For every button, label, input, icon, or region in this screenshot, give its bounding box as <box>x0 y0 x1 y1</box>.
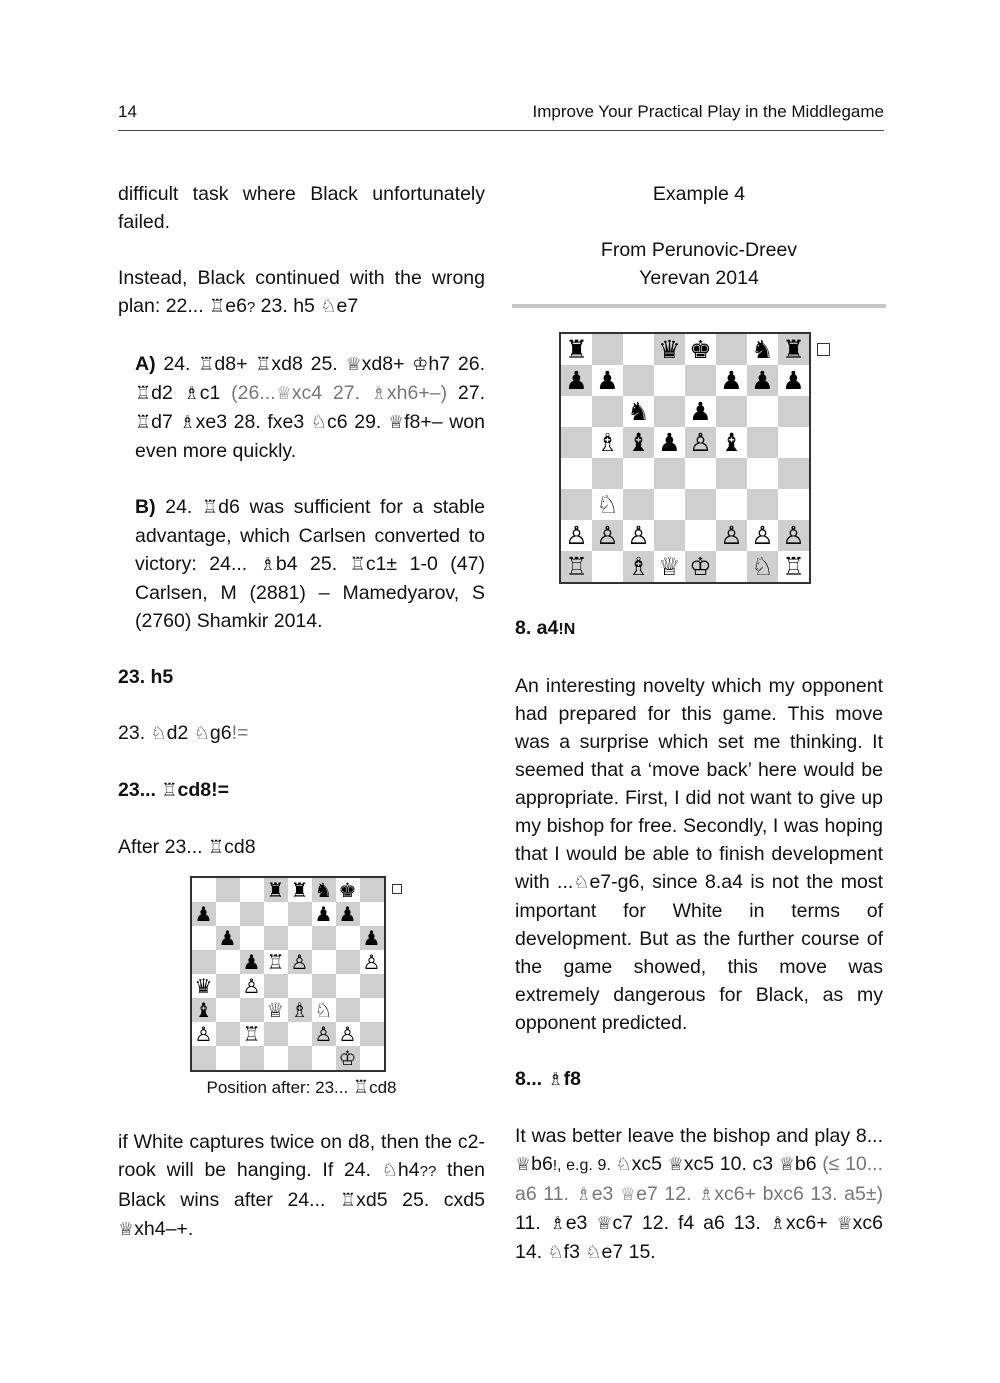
white-pawn-icon: ♙ <box>565 521 588 550</box>
rook-icon: ♖ <box>135 412 152 433</box>
board-square <box>561 427 592 458</box>
paragraph: difficult task where Black unfortunately failed. <box>118 183 485 233</box>
white-rook-icon: ♖ <box>782 552 805 581</box>
board-square <box>654 365 685 396</box>
white-rook-icon: ♖ <box>242 1022 261 1046</box>
black-rook-icon: ♜ <box>782 335 805 364</box>
paragraph: After 23... ♖cd8 <box>118 836 256 858</box>
black-pawn-icon: ♟ <box>720 366 743 395</box>
black-pawn-icon: ♟ <box>314 902 333 926</box>
board-square <box>288 1022 312 1046</box>
page-header <box>118 100 884 131</box>
rook-icon: ♖ <box>135 383 152 404</box>
board-square <box>623 489 654 520</box>
board-square <box>264 926 288 950</box>
board-square <box>288 926 312 950</box>
black-knight-icon: ♞ <box>627 397 650 426</box>
board-square <box>685 365 716 396</box>
black-knight-icon: ♞ <box>751 335 774 364</box>
paragraph: if White captures twice on d8, then the c2-rook will be hanging. If 24. ♘h4?? then Black wins after 24... ♖xd5 25. cxd5 ♕xh4–+. <box>118 1131 486 1240</box>
board-square <box>592 458 623 489</box>
white-pawn-icon: ♙ <box>194 1022 213 1046</box>
board-square <box>716 551 747 582</box>
board-square <box>240 902 264 926</box>
board-square <box>623 458 654 489</box>
white-pawn-icon: ♙ <box>751 521 774 550</box>
black-rook-icon: ♜ <box>290 878 309 902</box>
rook-icon: ♖ <box>161 780 178 801</box>
board-square <box>360 998 384 1022</box>
board-square <box>312 974 336 998</box>
board-square <box>288 974 312 998</box>
black-rook-icon: ♜ <box>565 335 588 364</box>
rook-icon: ♖ <box>207 837 225 858</box>
white-king-icon: ♔ <box>689 552 712 581</box>
knight-icon: ♘ <box>150 723 167 744</box>
board-square <box>216 998 240 1022</box>
board-square <box>360 1022 384 1046</box>
paragraph: An interesting novelty which my opponent had prepared for this game. This move was a surprise which set me thinking. It seemed that a ‘move back’ here would be appropriate. First, I did not want to give up my bishop for free. Secondly, I was hoping that I would be able to finish development with ...♘e7-g6, since 8.a4 is not the most important for White in terms of development. But as the further course of the game showed, this move was extremely dangerous for Black, as my opponent predicted. <box>515 675 883 1034</box>
board-square <box>192 878 216 902</box>
side-to-move-indicator <box>817 343 830 356</box>
black-king-icon: ♚ <box>689 335 712 364</box>
board-square <box>336 974 360 998</box>
black-bishop-icon: ♝ <box>627 428 650 457</box>
bishop-icon: ♗ <box>370 383 387 404</box>
board-square <box>360 878 384 902</box>
white-pawn-icon: ♙ <box>627 521 650 550</box>
black-pawn-icon: ♟ <box>338 902 357 926</box>
board-square <box>561 489 592 520</box>
knight-icon: ♘ <box>585 1242 602 1263</box>
board-square <box>716 458 747 489</box>
bishop-icon: ♗ <box>549 1213 566 1234</box>
white-pawn-icon: ♙ <box>720 521 743 550</box>
game-source: From Perunovic-Dreev <box>600 239 798 261</box>
knight-icon: ♘ <box>193 723 210 744</box>
black-pawn-icon: ♟ <box>658 428 681 457</box>
move-heading: 23. h5 <box>118 666 174 688</box>
board-square <box>360 974 384 998</box>
black-pawn-icon: ♟ <box>782 366 805 395</box>
white-pawn-icon: ♙ <box>242 974 261 998</box>
black-pawn-icon: ♟ <box>565 366 588 395</box>
right-column <box>515 180 883 1295</box>
board-square <box>264 1022 288 1046</box>
white-pawn-icon: ♙ <box>596 521 619 550</box>
chess-diagram-2 <box>190 876 414 1072</box>
queen-icon: ♕ <box>596 1213 613 1234</box>
board-square <box>240 998 264 1022</box>
white-queen-icon: ♕ <box>658 552 681 581</box>
paragraph: It was better leave the bishop and play 8... ♕b6!, e.g. 9. ♘xc5 ♕xc5 10. c3 ♕b6 (≤ 10... a6 11. ♗e3 ♕e7 12. ♗xc6+ bxc6 13. a5±) 11. ♗e3 ♕c7 12. f4 a6 13. ♗xc6+ ♕xc6 14. ♘f3 ♘e7 15. <box>515 1125 884 1263</box>
white-bishop-icon: ♗ <box>290 998 309 1022</box>
rook-icon: ♖ <box>202 497 219 518</box>
board-square <box>747 396 778 427</box>
knight-icon: ♘ <box>615 1154 632 1175</box>
board-square <box>216 1046 240 1070</box>
board-square <box>192 950 216 974</box>
rook-icon: ♖ <box>349 554 366 575</box>
chess-board <box>190 876 386 1072</box>
board-square <box>216 974 240 998</box>
black-queen-icon: ♛ <box>658 335 681 364</box>
board-square <box>778 458 809 489</box>
divider <box>512 304 886 308</box>
white-pawn-icon: ♙ <box>362 950 381 974</box>
page-number: 14 <box>118 102 137 121</box>
black-knight-icon: ♞ <box>314 878 333 902</box>
board-square <box>264 974 288 998</box>
white-pawn-icon: ♙ <box>290 950 309 974</box>
queen-icon: ♕ <box>620 1184 637 1205</box>
rook-icon: ♖ <box>255 354 272 375</box>
rook-icon: ♖ <box>198 354 215 375</box>
chess-diagram-1 <box>559 332 839 584</box>
game-place: Yerevan 2014 <box>639 267 759 289</box>
board-square <box>592 551 623 582</box>
running-title: Improve Your Practical Play in the Middlegame <box>532 102 884 121</box>
white-pawn-icon: ♙ <box>338 1022 357 1046</box>
queen-icon: ♕ <box>275 383 292 404</box>
bishop-icon: ♗ <box>769 1213 786 1234</box>
black-pawn-icon: ♟ <box>362 926 381 950</box>
move-heading: 8. a4!N <box>515 617 576 639</box>
knight-icon: ♘ <box>320 296 337 317</box>
white-pawn-icon: ♙ <box>689 428 712 457</box>
board-square <box>288 902 312 926</box>
white-bishop-icon: ♗ <box>627 552 650 581</box>
white-knight-icon: ♘ <box>596 490 619 519</box>
side-to-move-indicator <box>392 884 402 894</box>
knight-icon: ♘ <box>547 1242 564 1263</box>
black-queen-icon: ♛ <box>194 974 213 998</box>
rook-icon: ♖ <box>339 1190 357 1211</box>
board-square <box>192 926 216 950</box>
queen-icon: ♕ <box>118 1219 135 1240</box>
board-square <box>747 427 778 458</box>
board-square <box>264 902 288 926</box>
queen-icon: ♕ <box>515 1154 532 1175</box>
board-square <box>336 926 360 950</box>
board-square <box>240 926 264 950</box>
white-king-icon: ♔ <box>338 1046 357 1070</box>
board-square <box>192 1046 216 1070</box>
board-square <box>360 902 384 926</box>
black-pawn-icon: ♟ <box>194 902 213 926</box>
board-square <box>716 396 747 427</box>
board-square <box>747 458 778 489</box>
chess-board <box>559 332 811 584</box>
bishop-icon: ♗ <box>179 412 196 433</box>
board-square <box>216 878 240 902</box>
white-rook-icon: ♖ <box>266 950 285 974</box>
board-square <box>312 926 336 950</box>
board-square <box>778 396 809 427</box>
variation-b: B) 24. ♖d6 was sufficient for a stable advantage, which Carlsen converted to victory: 24... ♗b4 25. ♖c1± 1-0 (47) Carlsen, M (2881) – Mamedyarov, S (2760) Shamkir 2014. <box>135 496 485 632</box>
queen-icon: ♕ <box>778 1154 795 1175</box>
bishop-icon: ♗ <box>698 1184 715 1205</box>
black-pawn-icon: ♟ <box>751 366 774 395</box>
rook-icon: ♖ <box>209 296 226 317</box>
white-pawn-icon: ♙ <box>314 1022 333 1046</box>
black-rook-icon: ♜ <box>266 878 285 902</box>
board-square <box>716 489 747 520</box>
board-square <box>312 950 336 974</box>
black-pawn-icon: ♟ <box>596 366 619 395</box>
board-square <box>716 334 747 365</box>
board-square <box>592 396 623 427</box>
board-square <box>216 902 240 926</box>
board-square <box>561 458 592 489</box>
queen-icon: ♕ <box>387 412 405 433</box>
move-heading: 23... ♖cd8!= <box>118 779 230 801</box>
move-heading: 8... ♗f8 <box>515 1068 582 1090</box>
queen-icon: ♕ <box>836 1213 853 1234</box>
knight-icon: ♘ <box>573 872 590 893</box>
board-square <box>654 396 685 427</box>
board-square <box>654 458 685 489</box>
board-square <box>747 489 778 520</box>
board-square <box>360 1046 384 1070</box>
board-square <box>685 489 716 520</box>
white-pawn-icon: ♙ <box>782 521 805 550</box>
board-square <box>623 365 654 396</box>
board-square <box>216 950 240 974</box>
board-square <box>264 1046 288 1070</box>
board-square <box>288 1046 312 1070</box>
black-bishop-icon: ♝ <box>720 428 743 457</box>
paragraph: Instead, Black continued with the wrong plan: 22... ♖e6? 23. h5 ♘e7 <box>118 267 485 317</box>
king-icon: ♔ <box>412 354 429 375</box>
black-pawn-icon: ♟ <box>242 950 261 974</box>
board-square <box>336 998 360 1022</box>
bishop-icon: ♗ <box>547 1069 564 1090</box>
variation-a: A) 24. ♖d8+ ♖xd8 25. ♕xd8+ ♔h7 26. ♖d2 ♗c1 (26...♕xc4 27. ♗xh6+–) 27. ♖d7 ♗xe3 28. fxe3 ♘c6 29. ♕f8+– won even more quickly. <box>135 353 485 462</box>
diagram-caption: Position after: 23... ♖cd8 <box>206 1077 397 1098</box>
black-pawn-icon: ♟ <box>218 926 237 950</box>
board-square <box>654 489 685 520</box>
example-title: Example 4 <box>652 183 746 205</box>
rook-icon: ♖ <box>352 1077 370 1098</box>
board-square <box>685 520 716 551</box>
bishop-icon: ♗ <box>575 1184 592 1205</box>
board-square <box>240 1046 264 1070</box>
left-column <box>118 180 485 1272</box>
board-square <box>216 1022 240 1046</box>
board-square <box>312 1046 336 1070</box>
bishop-icon: ♗ <box>183 383 200 404</box>
board-square <box>592 334 623 365</box>
paragraph: 23. ♘d2 ♘g6!= <box>118 722 249 744</box>
black-king-icon: ♚ <box>338 878 357 902</box>
board-square <box>561 396 592 427</box>
knight-icon: ♘ <box>381 1160 398 1181</box>
white-rook-icon: ♖ <box>565 552 588 581</box>
bishop-icon: ♗ <box>259 554 276 575</box>
white-queen-icon: ♕ <box>266 998 285 1022</box>
board-square <box>623 334 654 365</box>
queen-icon: ♕ <box>667 1154 684 1175</box>
board-square <box>654 520 685 551</box>
board-square <box>778 489 809 520</box>
black-pawn-icon: ♟ <box>689 397 712 426</box>
board-square <box>240 878 264 902</box>
board-square <box>685 458 716 489</box>
black-bishop-icon: ♝ <box>194 998 213 1022</box>
queen-icon: ♕ <box>345 354 362 375</box>
white-knight-icon: ♘ <box>751 552 774 581</box>
white-knight-icon: ♘ <box>314 998 333 1022</box>
white-bishop-icon: ♗ <box>596 428 619 457</box>
board-square <box>778 427 809 458</box>
board-square <box>336 950 360 974</box>
knight-icon: ♘ <box>310 412 328 433</box>
